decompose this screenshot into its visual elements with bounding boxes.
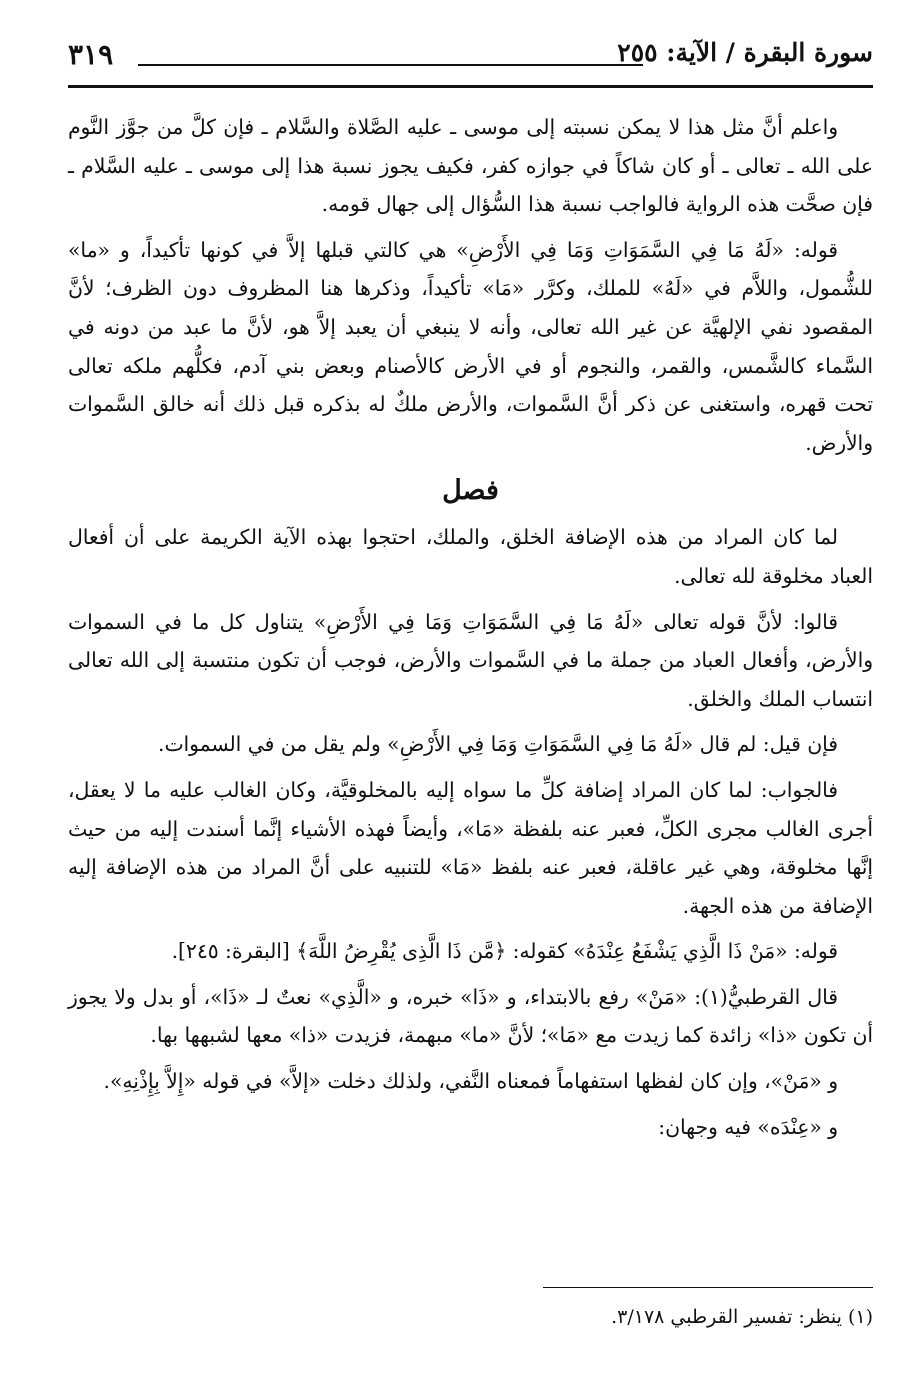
paragraph: و «مَنْ»، وإن كان لفظها استفهاماً فمعناه النَّفي، ولذلك دخلت «إلاَّ» في قوله «إِلاَّ بِإِذْنِهِ». bbox=[103, 1069, 838, 1094]
paragraph: قوله: «مَنْ ذَا الَّذِي يَشْفَعُ عِنْدَهُ» كقوله: ﴿مَّن ذَا الَّذِى يُقْرِضُ اللَّهَ﴾ [البقرة: ٢٤٥]. bbox=[171, 939, 838, 964]
paragraph: قوله: «لَهُ مَا فِي السَّمَوَاتِ وَمَا فِي الأَرْضِ» هي كالتي قبلها إلاَّ في كونها تأكيداً، و «ما» للشُّمول، واللاَّم في «لَهُ» للملك، وكرَّر «مَا» تأكيداً، وذكرها هنا المظروف دون الظرف؛ لأنَّ المقصود نفي الإلهيَّة عن غير الله تعالى، وأنه لا ينبغي أن يعبد إلاَّ هو، لأنَّ ما عبد من دونه في السَّماء كالشَّمس، والقمر، والنجوم أو في الأرض كالأصنام وبعض بني آدم، فكلُّهم ملكه تعالى تحت قهره، واستغنى عن ذكر أنَّ السَّموات، والأرض ملكٌ له بذكره قبل ذلك أنه خالق السَّموات والأرض. bbox=[68, 237, 873, 455]
paragraph: قالوا: لأنَّ قوله تعالى «لَهُ مَا فِي السَّمَوَاتِ وَمَا فِي الأَرْضِ» يتناول كل ما في السموات والأرض، وأفعال العباد من جملة ما في السَّموات والأرض، فوجب أن تكون منتسبة إلى الله تعالى انتساب الملك والخلق. bbox=[68, 609, 873, 711]
paragraph: فالجواب: لما كان المراد إضافة كلِّ ما سواه إليه بالمخلوقيَّة، وكان الغالب عليه ما لا يعقل، أجرى الغالب مجرى الكلِّ، فعبر عنه بلفظة «مَا»، وأيضاً فهذه الأشياء إنَّما أسندت إليه من حيث إنَّها مخلوقة، وهي غير عاقلة، فعبر عنه بلفظ «مَا» للتنبيه على أنَّ المراد من هذه الإضافة إليه الإضافة من هذه الجهة. bbox=[68, 777, 873, 918]
footnote: (١) ينظر: تفسير القرطبي ٣/١٧٨. bbox=[611, 1306, 873, 1328]
paragraph: واعلم أنَّ مثل هذا لا يمكن نسبته إلى موسى ـ عليه الصَّلاة والسَّلام ـ فإن كلَّ من جوَّز النَّوم على الله ـ تعالى ـ أو كان شاكاً في جوازه كفر، فكيف يجوز نسبة هذا إلى موسى ـ عليه السَّلام ـ فإن صحَّت هذه الرواية فالواجب نسبة هذا السُّؤال إلى جهال قومه. bbox=[68, 115, 873, 217]
header-title: سورة البقرة / الآية: ٢٥٥ bbox=[617, 38, 873, 67]
paragraph: و «عِنْدَه» فيه وجهان: bbox=[658, 1114, 838, 1139]
running-header bbox=[68, 38, 873, 78]
footnote-rule bbox=[543, 1287, 873, 1288]
paragraph: فإن قيل: لم قال «لَهُ مَا فِي السَّمَوَاتِ وَمَا فِي الأَرْضِ» ولم يقل من في السموات. bbox=[158, 732, 838, 757]
paragraph: قال القرطبيُّ(١): «مَنْ» رفع بالابتداء، و «ذَا» خبره، و «الَّذِي» نعتٌ لـ «ذَا»، أو بدل ولا يجوز أن تكون «ذا» زائدة كما زيدت مع «مَا»؛ لأنَّ «ما» مبهمة، فزيدت «ذا» معها لشبهها بها. bbox=[68, 984, 873, 1048]
page-number: ٣١٩ bbox=[68, 38, 114, 71]
header-rule bbox=[68, 85, 873, 88]
page-body bbox=[68, 108, 873, 1153]
section-heading: فصل bbox=[442, 475, 499, 507]
paragraph: لما كان المراد من هذه الإضافة الخلق، والملك، احتجوا بهذه الآية الكريمة على أن أفعال العباد مخلوقة لله تعالى. bbox=[68, 525, 873, 588]
header-dash bbox=[138, 64, 558, 66]
